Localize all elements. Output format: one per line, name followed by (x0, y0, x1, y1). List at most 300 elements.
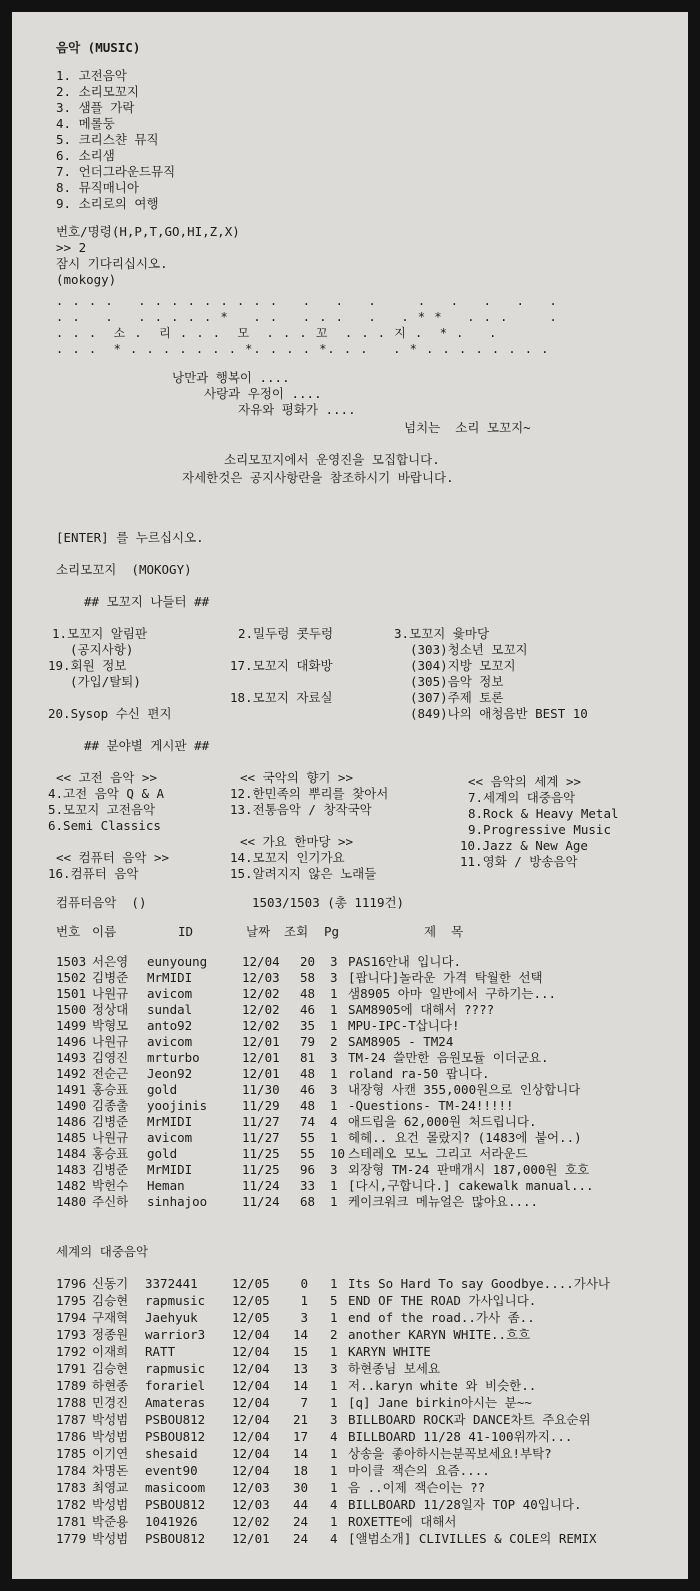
post-hits: 7 (300, 1395, 308, 1410)
post-page: 1 (330, 1310, 338, 1325)
post-number: 1496 (56, 1034, 87, 1049)
post-hits: 13 (292, 1361, 308, 1376)
post-author: 차명돈 (92, 1463, 129, 1478)
post-id: avicom (147, 1130, 193, 1145)
post-title[interactable]: PAS16안내 입니다. (348, 954, 462, 969)
header-id: ID (178, 924, 194, 939)
post-page: 4 (330, 1114, 338, 1129)
menu-item-5[interactable]: 5.모꼬지 고전음악 (48, 802, 156, 817)
post-id: yoojinis (147, 1098, 208, 1113)
post-hits: 81 (299, 1050, 315, 1065)
post-date: 12/01 (232, 1531, 270, 1546)
table-row[interactable] (12, 1082, 688, 1098)
post-id: PSBOU812 (145, 1497, 206, 1512)
post-page: 3 (330, 1082, 338, 1097)
post-title[interactable]: 상송을 좋아하시는분꼭보세요!부탁? (348, 1446, 552, 1461)
slogan-line-3: 자유와 평화가 .... (238, 402, 356, 417)
post-id: gold (147, 1146, 178, 1161)
post-date: 12/02 (232, 1514, 270, 1529)
post-hits: 46 (299, 1082, 315, 1097)
post-hits: 74 (299, 1114, 315, 1129)
post-id: sundal (147, 1002, 193, 1017)
post-number: 1480 (56, 1194, 87, 1209)
header-name: 이름 (92, 924, 117, 939)
post-title[interactable]: 헤헤.. 요건 몰랐지? (1483에 붙어..) (348, 1130, 582, 1145)
post-page: 1 (330, 1002, 338, 1017)
music-menu-item[interactable]: 3. 샘플 가락 (56, 100, 135, 115)
post-title[interactable]: 애드립을 62,000원 처드립니다. (348, 1114, 537, 1129)
post-page: 10 (330, 1146, 346, 1161)
table-row[interactable] (12, 1446, 688, 1462)
post-date: 12/04 (232, 1412, 270, 1427)
table-row[interactable] (12, 1293, 688, 1309)
post-title[interactable]: [앨범소개] CLIVILLES & COLE의 REMIX (348, 1531, 597, 1546)
post-author: 구재혁 (92, 1310, 129, 1325)
slogan-line-2: 사랑과 우정이 .... (204, 386, 322, 401)
post-hits: 48 (299, 986, 315, 1001)
post-hits: 21 (292, 1412, 308, 1427)
post-author: 민경진 (92, 1395, 129, 1410)
post-title[interactable]: END OF THE ROAD 가사입니다. (348, 1293, 537, 1308)
post-date: 12/05 (232, 1310, 270, 1325)
post-page: 1 (330, 1463, 338, 1478)
post-date: 12/01 (242, 1066, 280, 1081)
post-page: 1 (330, 986, 338, 1001)
post-date: 12/01 (242, 1034, 280, 1049)
menu-item-11[interactable]: 11.영화 / 방송음악 (460, 854, 578, 869)
post-id: avicom (147, 986, 193, 1001)
post-id: rapmusic (145, 1293, 206, 1308)
post-number: 1795 (56, 1293, 87, 1308)
post-id: PSBOU812 (145, 1412, 206, 1427)
post-author: 박성범 (92, 1412, 129, 1427)
table-row[interactable] (12, 1412, 688, 1428)
post-number: 1493 (56, 1050, 87, 1065)
post-number: 1485 (56, 1130, 87, 1145)
post-page: 1 (330, 1446, 338, 1461)
post-number: 1786 (56, 1429, 87, 1444)
post-date: 12/04 (232, 1463, 270, 1478)
table-row[interactable] (12, 1146, 688, 1162)
menu-item-305[interactable]: (305)음악 정보 (410, 674, 504, 689)
post-page: 1 (330, 1194, 338, 1209)
post-hits: 24 (292, 1531, 308, 1546)
menu-item-17[interactable]: 17.모꼬지 대화방 (230, 658, 333, 673)
menu-item-303[interactable]: (303)청소년 모꼬지 (410, 642, 528, 657)
menu-item-6[interactable]: 6.Semi Classics (48, 818, 161, 833)
post-number: 1792 (56, 1344, 87, 1359)
post-id: Jeon92 (147, 1066, 193, 1081)
table-row[interactable] (12, 1429, 688, 1445)
post-number: 1783 (56, 1480, 87, 1495)
post-author: 김영진 (92, 1050, 129, 1065)
table-row[interactable] (12, 1178, 688, 1194)
post-number: 1793 (56, 1327, 87, 1342)
post-date: 12/04 (232, 1327, 270, 1342)
post-id: sinhajoo (147, 1194, 208, 1209)
category-classical: << 고전 음악 >> (56, 770, 157, 785)
post-number: 1794 (56, 1310, 87, 1325)
post-date: 12/02 (242, 986, 280, 1001)
post-hits: 14 (292, 1378, 308, 1393)
post-page: 5 (330, 1293, 338, 1308)
table-row[interactable] (12, 1066, 688, 1082)
post-title[interactable]: SAM8905에 대해서 ???? (348, 1002, 495, 1017)
header-title: 제 목 (424, 924, 464, 939)
post-author: 박성범 (92, 1429, 129, 1444)
menu-item-19[interactable]: 19.회원 정보 (48, 658, 127, 673)
music-menu-item[interactable]: 8. 뮤직매니아 (56, 180, 139, 195)
category-korean: << 국악의 향기 >> (240, 770, 354, 785)
board1-header (12, 924, 688, 940)
post-date: 12/04 (232, 1361, 270, 1376)
header-no: 번호 (56, 924, 81, 939)
post-number: 1787 (56, 1412, 87, 1427)
post-hits: 96 (299, 1162, 315, 1177)
post-author: 최영교 (92, 1480, 129, 1495)
post-title[interactable]: BILLBOARD ROCK과 DANCE차트 주요순위 (348, 1412, 591, 1427)
post-title[interactable]: 내장형 사캔 355,000원으로 인상합니다 (348, 1082, 581, 1097)
post-page: 1 (330, 1130, 338, 1145)
music-menu-item[interactable]: 2. 소리모꼬지 (56, 84, 139, 99)
post-title[interactable]: BILLBOARD 11/28일자 TOP 40입니다. (348, 1497, 582, 1512)
header-hits: 조회 (284, 924, 309, 939)
notice-line-1: 소리모꼬지에서 운영진을 모집합니다. (224, 452, 440, 467)
post-hits: 68 (299, 1194, 315, 1209)
menu-item-12[interactable]: 12.한민족의 뿌리를 찾아서 (230, 786, 389, 801)
menu-item-13[interactable]: 13.전통음악 / 창작국악 (230, 802, 372, 817)
post-id: eunyoung (147, 954, 208, 969)
menu-item-2[interactable]: 2.밀두렁 콧두렁 (238, 626, 334, 641)
post-hits: 48 (299, 1098, 315, 1113)
post-page: 1 (330, 1514, 338, 1529)
menu-item-307[interactable]: (307)주제 토론 (410, 690, 504, 705)
post-date: 12/02 (242, 1002, 280, 1017)
table-row[interactable] (12, 1310, 688, 1326)
post-id: Heman (147, 1178, 185, 1193)
slogan-line-4: 넘치는 소리 모꼬지~ (404, 420, 531, 435)
category-computer: << 컴퓨터 음악 >> (56, 850, 170, 865)
post-id: rapmusic (145, 1361, 206, 1376)
post-date: 11/29 (242, 1098, 280, 1113)
table-row[interactable] (12, 1050, 688, 1066)
post-number: 1484 (56, 1146, 87, 1161)
post-author: 홍승표 (92, 1082, 129, 1097)
slogan-line-1: 낭만과 행복이 .... (172, 370, 290, 385)
command-prompt: 번호/명령(H,P,T,GO,HI,Z,X) (56, 224, 240, 239)
post-title[interactable]: roland ra-50 팝니다. (348, 1066, 490, 1081)
post-id: 3372441 (145, 1276, 198, 1291)
music-menu-item[interactable]: 5. 크리스챤 뮤직 (56, 132, 159, 147)
menu-item-20[interactable]: 20.Sysop 수신 편지 (48, 706, 172, 721)
post-id: anto92 (147, 1018, 193, 1033)
post-page: 4 (330, 1429, 338, 1444)
post-hits: 33 (299, 1178, 315, 1193)
post-number: 1492 (56, 1066, 87, 1081)
post-hits: 0 (300, 1276, 308, 1291)
terminal-page (12, 12, 688, 1579)
post-date: 11/30 (242, 1082, 280, 1097)
post-hits: 79 (299, 1034, 315, 1049)
post-id: MrMIDI (147, 1162, 193, 1177)
post-date: 12/04 (232, 1344, 270, 1359)
post-date: 11/25 (242, 1146, 280, 1161)
table-row[interactable] (12, 1114, 688, 1130)
post-date: 12/03 (232, 1480, 270, 1495)
post-date: 12/05 (232, 1276, 270, 1291)
table-row[interactable] (12, 954, 688, 970)
post-page: 2 (330, 1034, 338, 1049)
post-page: 3 (330, 1162, 338, 1177)
post-page: 1 (330, 1018, 338, 1033)
post-page: 1 (330, 1378, 338, 1393)
post-title[interactable]: 저..karyn white 와 비슷한.. (348, 1378, 537, 1393)
post-title[interactable]: BILLBOARD 11/28 41-100위까지... (348, 1429, 573, 1444)
post-id: avicom (147, 1034, 193, 1049)
post-title[interactable]: TM-24 쓸만한 음원모듈 이더군요. (348, 1050, 549, 1065)
notice-line-2: 자세한것은 공지사항란을 참조하시기 바랍니다. (182, 470, 454, 485)
post-id: gold (147, 1082, 178, 1097)
post-date: 12/04 (232, 1446, 270, 1461)
post-page: 4 (330, 1497, 338, 1512)
post-number: 1784 (56, 1463, 87, 1478)
table-row[interactable] (12, 1514, 688, 1530)
post-page: 1 (330, 1098, 338, 1113)
post-hits: 48 (299, 1066, 315, 1081)
menu-item-7[interactable]: 7.세계의 대중음악 (468, 790, 576, 805)
table-row[interactable] (12, 1194, 688, 1210)
post-title[interactable]: MPU-IPC-T삽니다! (348, 1018, 460, 1033)
table-row[interactable] (12, 1480, 688, 1496)
post-page: 4 (330, 1531, 338, 1546)
table-row[interactable] (12, 1531, 688, 1547)
post-id: 1041926 (145, 1514, 198, 1529)
menu-item-849[interactable]: (849)나의 애청음반 BEST 10 (410, 706, 588, 721)
table-row[interactable] (12, 1130, 688, 1146)
post-title[interactable]: 하현종님 보세요 (348, 1361, 441, 1376)
table-row[interactable] (12, 986, 688, 1002)
post-number: 1779 (56, 1531, 87, 1546)
header-date: 날짜 (246, 924, 271, 939)
post-hits: 58 (299, 970, 315, 985)
music-menu-item[interactable]: 6. 소리샘 (56, 148, 115, 163)
post-hits: 55 (299, 1146, 315, 1161)
post-author: 서은영 (92, 954, 129, 969)
section-heading-1: ## 모꼬지 나들터 ## (84, 594, 210, 609)
category-kpop: << 가요 한마당 >> (240, 834, 354, 849)
post-page: 1 (330, 1395, 338, 1410)
post-hits: 1 (300, 1293, 308, 1308)
post-date: 12/04 (232, 1429, 270, 1444)
post-author: 김병준 (92, 1162, 129, 1177)
post-page: 3 (330, 1412, 338, 1427)
menu-item-8[interactable]: 8.Rock & Heavy Metal (468, 806, 619, 821)
post-date: 12/04 (242, 954, 280, 969)
music-menu-item[interactable]: 9. 소리로의 여행 (56, 196, 159, 211)
post-hits: 30 (292, 1480, 308, 1495)
service-code: (mokogy) (56, 272, 117, 287)
post-id: mrturbo (147, 1050, 200, 1065)
menu-item-18[interactable]: 18.모꼬지 자료실 (230, 690, 333, 705)
post-date: 12/05 (232, 1293, 270, 1308)
post-page: 1 (330, 1480, 338, 1495)
banner-dots-4: . . . * . . . . . . . *. . . . *. . . . * . . . . . . . . (56, 342, 550, 356)
menu-item-15[interactable]: 15.알려지지 않은 노래들 (230, 866, 377, 881)
post-title[interactable]: Its So Hard To say Goodbye....가사나 (348, 1276, 610, 1291)
post-hits: 18 (292, 1463, 308, 1478)
music-menu-item[interactable]: 1. 고전음악 (56, 68, 127, 83)
menu-item-14[interactable]: 14.모꼬지 인기가요 (230, 850, 345, 865)
enter-prompt: [ENTER] 를 누르십시오. (56, 530, 204, 545)
post-number: 1500 (56, 1002, 87, 1017)
post-page: 3 (330, 1361, 338, 1376)
post-author: 하현종 (92, 1378, 129, 1393)
post-title[interactable]: 샘8905 아마 일반에서 구하기는... (348, 986, 557, 1001)
table-row[interactable] (12, 970, 688, 986)
post-date: 12/03 (232, 1497, 270, 1512)
post-title[interactable]: KARYN WHITE (348, 1344, 431, 1359)
menu-item-9[interactable]: 9.Progressive Music (468, 822, 611, 837)
music-menu-item[interactable]: 7. 언더그라운드뮤직 (56, 164, 176, 179)
music-menu-item[interactable]: 4. 메롤둥 (56, 116, 115, 131)
post-page: 3 (330, 1050, 338, 1065)
post-title[interactable]: -Questions- TM-24!!!!! (348, 1098, 514, 1113)
table-row[interactable] (12, 1034, 688, 1050)
post-date: 11/27 (242, 1130, 280, 1145)
post-page: 3 (330, 954, 338, 969)
post-hits: 17 (292, 1429, 308, 1444)
post-hits: 24 (292, 1514, 308, 1529)
post-title[interactable]: 케이크워크 메뉴얼은 많아요.... (348, 1194, 539, 1209)
banner-logo-line: . . . 소 . 리 . . . 모 . . . 꼬 . . . 지 . * . . (56, 326, 498, 340)
post-title[interactable]: another KARYN WHITE..흐흐 (348, 1327, 531, 1342)
board2-title: 세계의 대중음악 (56, 1244, 149, 1259)
table-row[interactable] (12, 1344, 688, 1360)
post-title[interactable]: 외장형 TM-24 판매개시 187,000원 호호 (348, 1162, 590, 1177)
post-date: 12/04 (232, 1395, 270, 1410)
table-row[interactable] (12, 1276, 688, 1292)
post-author: 나원규 (92, 1130, 129, 1145)
post-number: 1785 (56, 1446, 87, 1461)
table-row[interactable] (12, 1361, 688, 1377)
menu-item-3[interactable]: 3.모꼬지 윷마당 (394, 626, 490, 641)
board1-count: 1503/1503 (총 1119건) (252, 895, 405, 910)
post-number: 1788 (56, 1395, 87, 1410)
post-number: 1791 (56, 1361, 87, 1376)
table-row[interactable] (12, 1395, 688, 1411)
post-author: 박헌수 (92, 1178, 129, 1193)
post-title[interactable]: 마이클 잭슨의 요즘.... (348, 1463, 490, 1478)
post-author: 전순근 (92, 1066, 129, 1081)
post-author: 홍승표 (92, 1146, 129, 1161)
post-number: 1501 (56, 986, 87, 1001)
table-row[interactable] (12, 1497, 688, 1513)
post-date: 12/03 (242, 970, 280, 985)
post-author: 신동기 (92, 1276, 129, 1291)
post-author: 김승현 (92, 1293, 129, 1308)
post-hits: 35 (299, 1018, 315, 1033)
post-title[interactable]: end of the road..가사 좀.. (348, 1310, 535, 1325)
post-id: masicoom (145, 1480, 206, 1495)
menu-item-1[interactable]: 1.모꼬지 알림판 (52, 626, 148, 641)
post-author: 나원규 (92, 986, 129, 1001)
table-row[interactable] (12, 1002, 688, 1018)
post-title[interactable]: [q] Jane birkin아시는 분~~ (348, 1395, 532, 1410)
mokogy-title: 소리모꼬지 (MOKOGY) (56, 562, 192, 577)
table-row[interactable] (12, 1327, 688, 1343)
post-title[interactable]: ROXETTE에 대해서 (348, 1514, 457, 1529)
post-id: MrMIDI (147, 970, 193, 985)
post-author: 김병준 (92, 1114, 129, 1129)
post-id: forariel (145, 1378, 206, 1393)
post-hits: 44 (292, 1497, 308, 1512)
post-number: 1781 (56, 1514, 87, 1529)
post-hits: 46 (299, 1002, 315, 1017)
table-row[interactable] (12, 1378, 688, 1394)
post-hits: 20 (299, 954, 315, 969)
post-number: 1482 (56, 1178, 87, 1193)
post-author: 정종원 (92, 1327, 129, 1342)
music-menu-title: 음악 (MUSIC) (56, 40, 141, 55)
post-author: 김병준 (92, 970, 129, 985)
post-author: 김승현 (92, 1361, 129, 1376)
menu-item-4[interactable]: 4.고전 음악 Q & A (48, 786, 165, 801)
post-title[interactable]: SAM8905 - TM24 (348, 1034, 454, 1049)
post-id: event90 (145, 1463, 198, 1478)
post-title[interactable]: [다시,구합니다.] cakewalk manual... (348, 1178, 594, 1193)
post-date: 11/24 (242, 1194, 280, 1209)
table-row[interactable] (12, 1018, 688, 1034)
post-author: 박성범 (92, 1531, 129, 1546)
post-hits: 14 (292, 1446, 308, 1461)
post-date: 12/01 (242, 1050, 280, 1065)
post-id: shesaid (145, 1446, 198, 1461)
post-number: 1789 (56, 1378, 87, 1393)
post-date: 12/04 (232, 1378, 270, 1393)
table-row[interactable] (12, 1098, 688, 1114)
table-row[interactable] (12, 1162, 688, 1178)
banner-dots-1: . . . . . . . . . . . . . . . . . . . . . (56, 294, 558, 308)
post-author: 박형모 (92, 1018, 129, 1033)
post-author: 정상대 (92, 1002, 129, 1017)
table-row[interactable] (12, 1463, 688, 1479)
post-page: 2 (330, 1327, 338, 1342)
command-input[interactable]: >> 2 (56, 240, 87, 255)
post-page: 1 (330, 1178, 338, 1193)
post-number: 1503 (56, 954, 87, 969)
post-author: 박준용 (92, 1514, 129, 1529)
post-id: MrMIDI (147, 1114, 193, 1129)
post-number: 1796 (56, 1276, 87, 1291)
post-date: 11/27 (242, 1114, 280, 1129)
category-world: << 음악의 세계 >> (468, 774, 582, 789)
post-number: 1502 (56, 970, 87, 985)
post-page: 1 (330, 1344, 338, 1359)
post-page: 1 (330, 1276, 338, 1291)
menu-item-304[interactable]: (304)지방 모꼬지 (410, 658, 516, 673)
post-hits: 3 (300, 1310, 308, 1325)
menu-item-16[interactable]: 16.컴퓨터 음악 (48, 866, 139, 881)
post-hits: 15 (292, 1344, 308, 1359)
post-date: 11/24 (242, 1178, 280, 1193)
post-title[interactable]: 음 ..이제 잭슨이는 ?? (348, 1480, 486, 1495)
post-title[interactable]: 스테레오 모노 그리고 서라운드 (348, 1146, 528, 1161)
post-title[interactable]: [팝니다]놀라운 가격 탁월한 선택 (348, 970, 543, 985)
post-number: 1491 (56, 1082, 87, 1097)
post-id: Amateras (145, 1395, 206, 1410)
menu-item-10[interactable]: 10.Jazz & New Age (460, 838, 588, 853)
post-author: 박성범 (92, 1497, 129, 1512)
